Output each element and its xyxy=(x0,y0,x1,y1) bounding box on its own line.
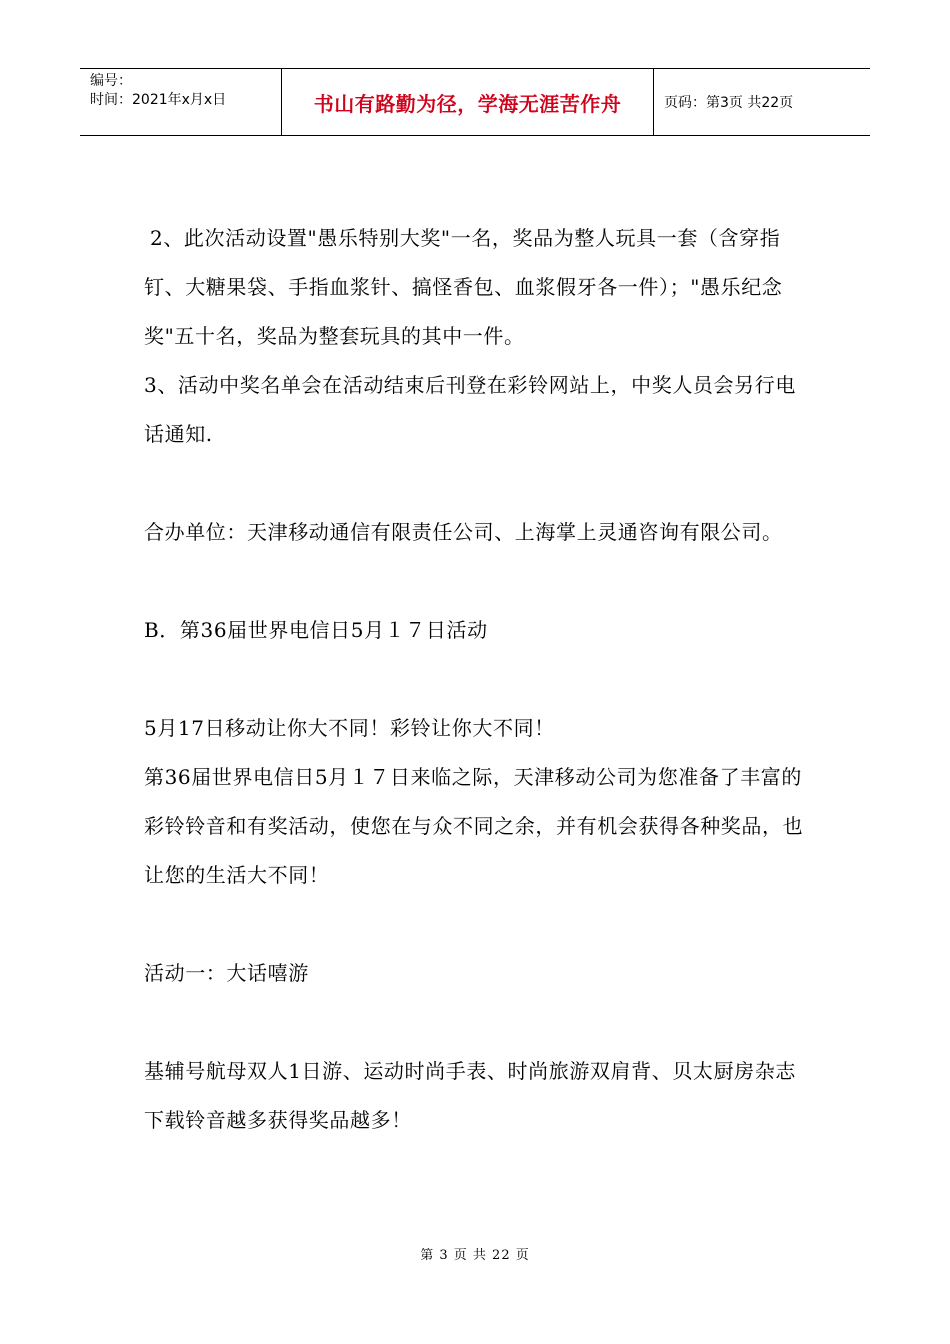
paragraph-activity-prizes: 基辅号航母双人1日游、运动时尚手表、时尚旅游双肩背、贝太厨房杂志下载铃音越多获得奖品越多！ xyxy=(144,1059,796,1132)
page-info-text: 页码：第3页 共22页 xyxy=(664,95,794,111)
motto-text: 书山有路勤为径，学海无涯苦作舟 xyxy=(313,91,622,116)
document-number-label: 编号： xyxy=(90,73,132,89)
paragraph-slogan: 5月17日移动让你大不同！彩铃让你大不同！ xyxy=(144,716,555,740)
header-meta xyxy=(80,69,282,135)
paragraph-telecom-day-intro: 第36届世界电信日5月１７日来临之际，天津移动公司为您准备了丰富的彩铃铃音和有奖活动，使您在与众不同之余，并有机会获得各种奖品，也让您的生活大不同！ xyxy=(144,765,804,887)
paragraph-spacer xyxy=(144,557,814,606)
header-motto xyxy=(282,69,654,135)
paragraph-spacer xyxy=(144,655,814,704)
paragraph-spacer xyxy=(144,900,814,949)
page-footer xyxy=(0,1244,950,1263)
activity-one-heading: 活动一：大话嘻游 xyxy=(144,961,309,985)
page-header xyxy=(80,68,870,136)
document-body xyxy=(144,214,814,1145)
section-heading-telecom-day: B．第36届世界电信日5月１７日活动 xyxy=(144,618,488,642)
paragraph-spacer xyxy=(144,459,814,508)
paragraph-prize-details: 2、此次活动设置"愚乐特别大奖"一名，奖品为整人玩具一套（含穿指钉、大糖果袋、手指血浆针、搞怪香包、血浆假牙各一件）；"愚乐纪念奖"五十名，奖品为整套玩具的其中一件。 xyxy=(144,226,783,348)
paragraph-spacer xyxy=(144,998,814,1047)
footer-page-number: 第 3 页 共 22 页 xyxy=(420,1248,530,1263)
document-date: 时间：2021年x月x日 xyxy=(90,92,227,108)
header-page-info xyxy=(654,69,870,135)
paragraph-co-organizers: 合办单位：天津移动通信有限责任公司、上海掌上灵通咨询有限公司。 xyxy=(144,520,783,544)
paragraph-winner-notice: 3、活动中奖名单会在活动结束后刊登在彩铃网站上，中奖人员会另行电话通知. xyxy=(144,373,796,446)
